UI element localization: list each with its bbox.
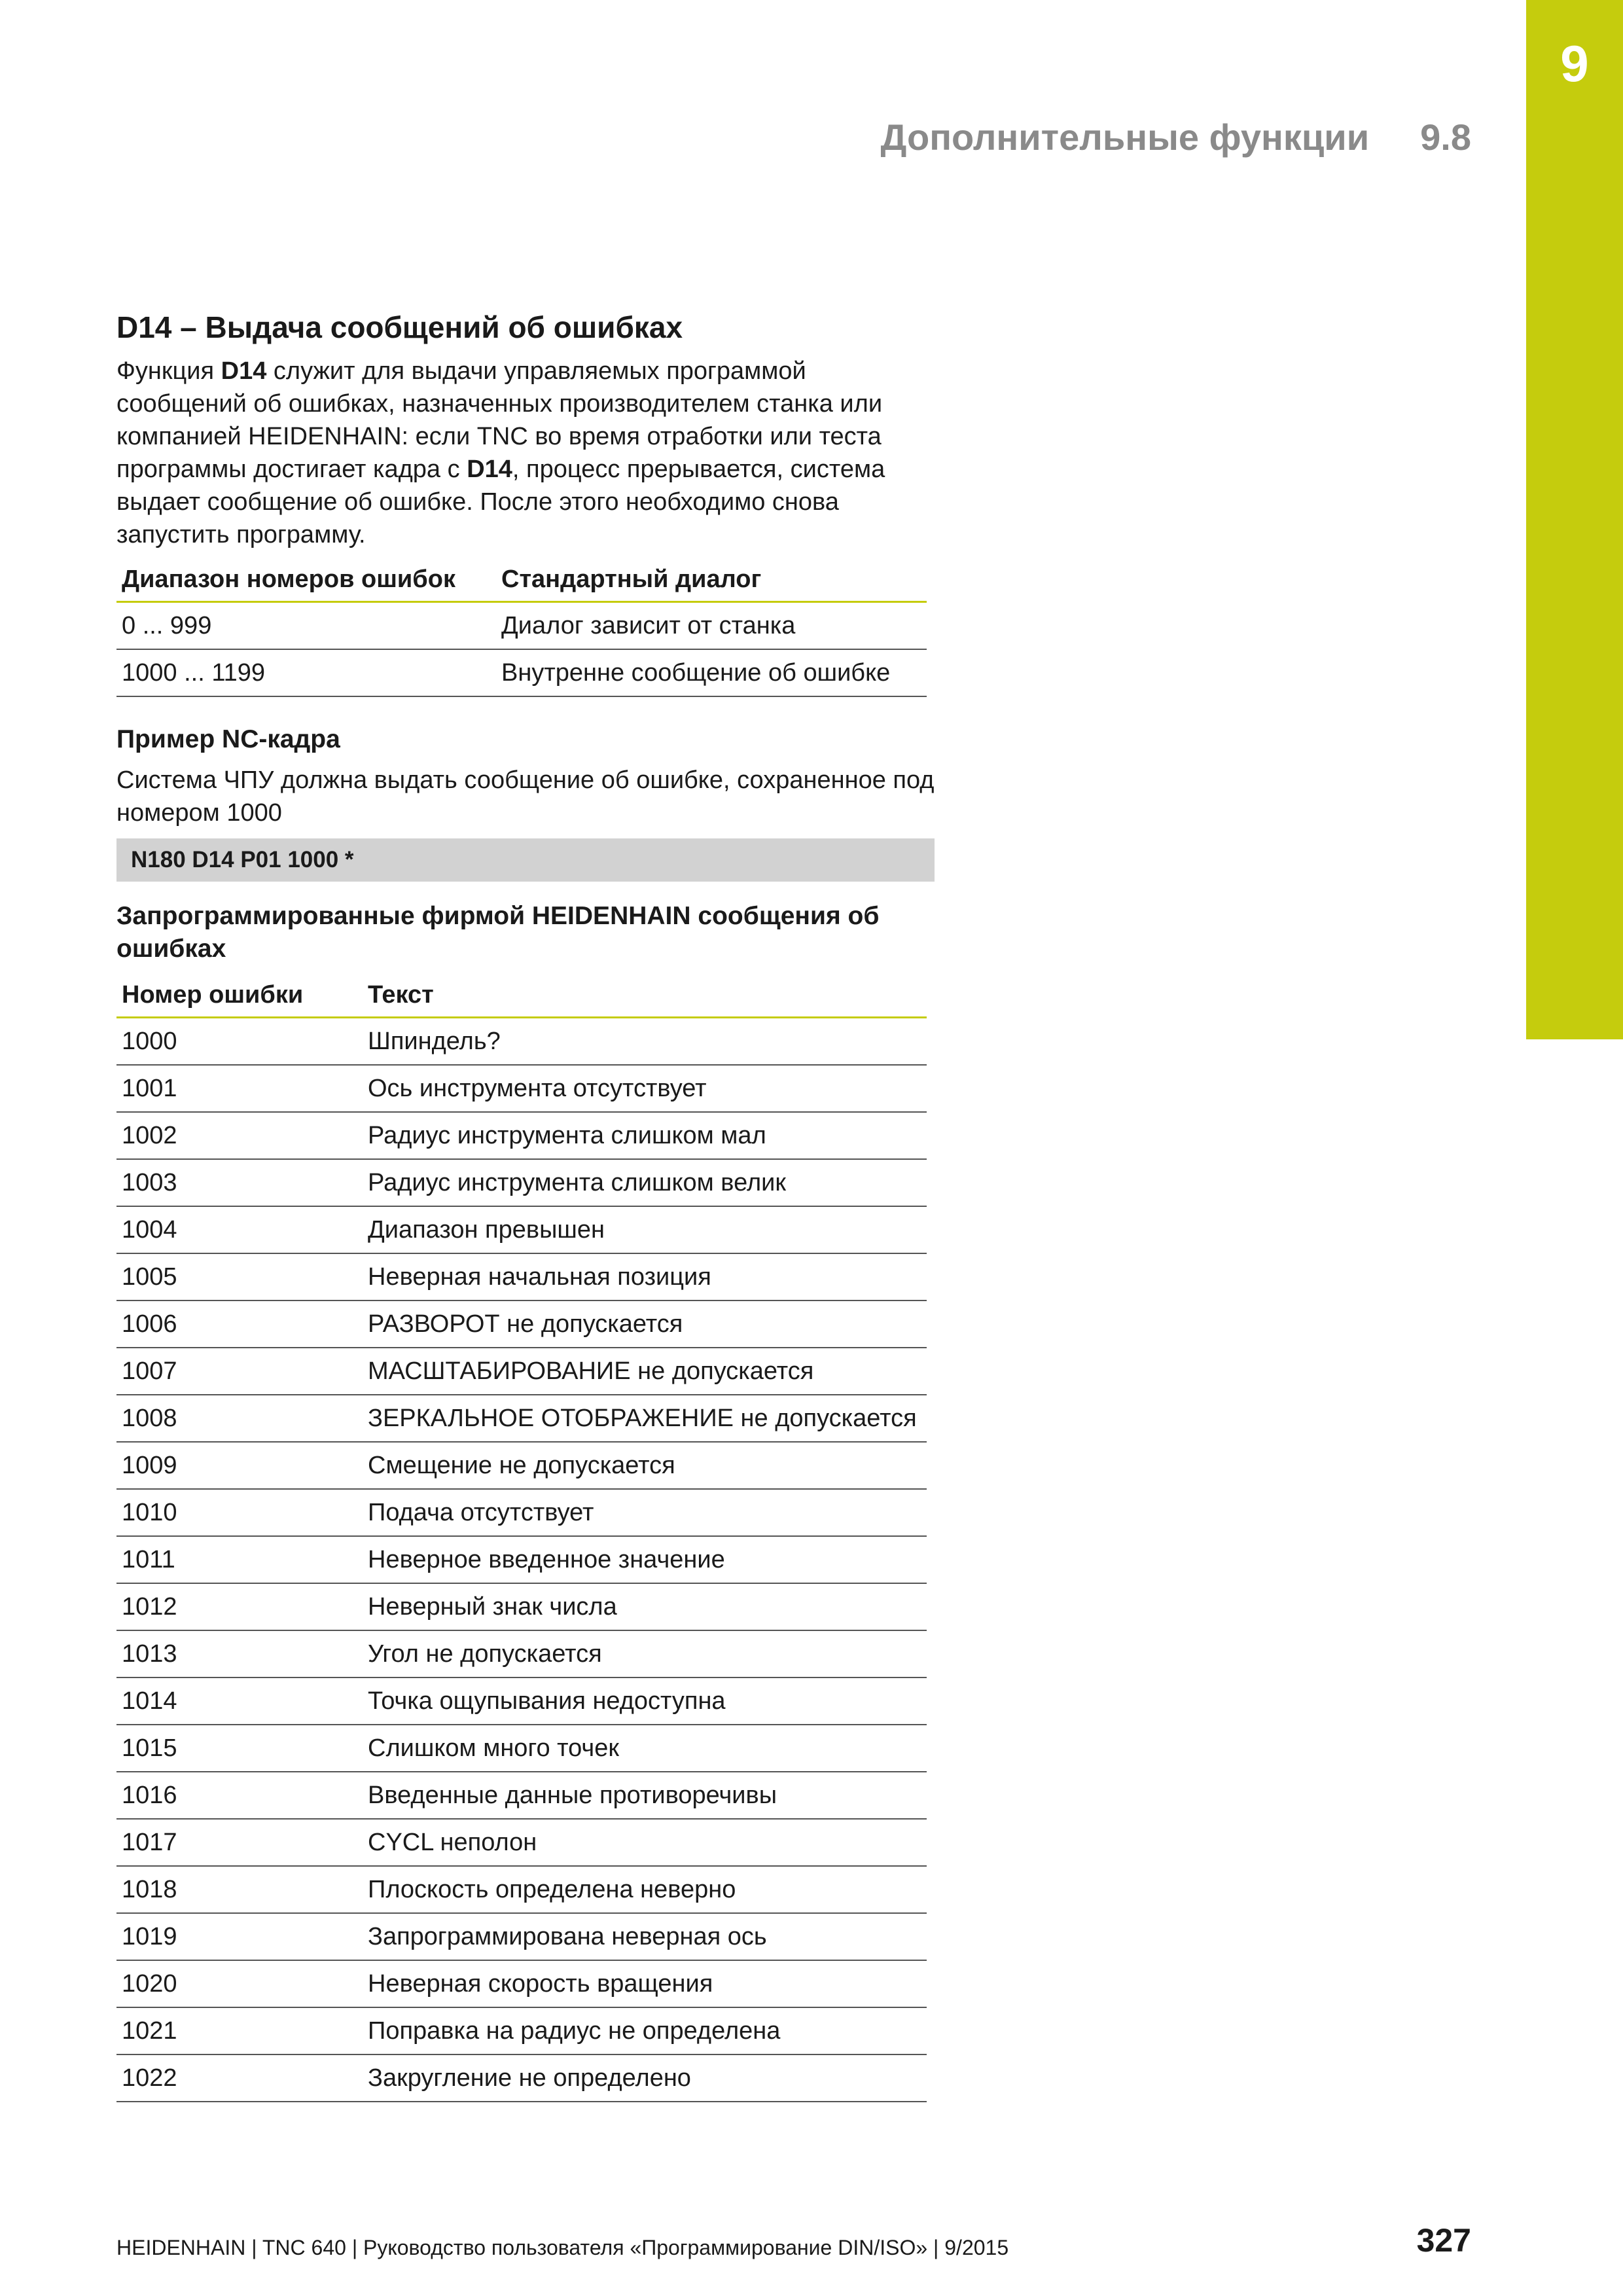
table-row [116,1348,927,1395]
intro-text-run: Функция [116,357,221,385]
error-number-cell: 1019 [116,1913,363,1960]
column-header-text: Текст [363,978,927,1018]
error-number-cell: 1007 [116,1348,363,1395]
table-row [116,1866,927,1913]
error-number-cell: 1020 [116,1960,363,2007]
error-text-cell: Неверная начальная позиция [363,1253,927,1300]
table-header-row [116,978,927,1018]
error-number-cell: 1018 [116,1866,363,1913]
error-number-cell: 1014 [116,1677,363,1725]
table-row [116,2054,927,2102]
footer-text: HEIDENHAIN | TNC 640 | Руководство пользователя «Программирование DIN/ISO» | 9/2015 [116,2236,1009,2259]
table-row [116,1913,927,1960]
error-range-table [116,563,927,697]
page-content [116,308,941,2102]
error-text-cell: Смещение не допускается [363,1442,927,1489]
section-title: D14 – Выдача сообщений об ошибках [116,310,683,344]
error-number-cell: 1016 [116,1772,363,1819]
error-list-heading: Запрограммированные фирмой HEIDENHAIN сообщения об ошибках [116,902,880,963]
table-row [116,1395,927,1442]
error-text-cell: Диапазон превышен [363,1206,927,1253]
error-number-cell: 1008 [116,1395,363,1442]
error-number-cell: 1017 [116,1819,363,1866]
table-row [116,2007,927,2054]
chapter-tab [1526,0,1623,1039]
error-number-cell: 1001 [116,1065,363,1112]
table-row [116,1489,927,1536]
error-number-cell: 1015 [116,1725,363,1772]
column-header-error-number: Номер ошибки [116,978,363,1018]
dialog-cell: Внутренне сообщение об ошибке [496,649,927,696]
table-row [116,1960,927,2007]
header-section-number: 9.8 [1420,117,1471,158]
error-text-cell: МАСШТАБИРОВАНИЕ не допускается [363,1348,927,1395]
range-cell: 0 ... 999 [116,602,496,650]
running-header [880,119,1471,156]
table-row [116,1677,927,1725]
table-row [116,1253,927,1300]
error-text-cell: Шпиндель? [363,1018,927,1066]
error-text-cell: Точка ощупывания недоступна [363,1677,927,1725]
error-text-cell: Радиус инструмента слишком мал [363,1112,927,1159]
column-header-range: Диапазон номеров ошибок [116,563,496,602]
table-row [116,1630,927,1677]
error-number-cell: 1012 [116,1583,363,1630]
example-heading: Пример NC-кадра [116,725,340,753]
table-row [116,1536,927,1583]
error-number-cell: 1003 [116,1159,363,1206]
intro-bold-term: D14 [467,456,512,483]
error-number-cell: 1013 [116,1630,363,1677]
error-text-cell: ЗЕРКАЛЬНОЕ ОТОБРАЖЕНИЕ не допускается [363,1395,927,1442]
error-text-cell: Неверный знак числа [363,1583,927,1630]
error-number-cell: 1010 [116,1489,363,1536]
error-text-cell: Слишком много точек [363,1725,927,1772]
error-number-cell: 1004 [116,1206,363,1253]
table-row [116,1772,927,1819]
error-text-cell: РАЗВОРОТ не допускается [363,1300,927,1348]
table-row [116,602,927,650]
error-text-cell: Ось инструмента отсутствует [363,1065,927,1112]
table-row [116,1159,927,1206]
error-number-cell: 1002 [116,1112,363,1159]
table-row [116,1018,927,1066]
table-row [116,1065,927,1112]
intro-bold-term: D14 [221,357,267,385]
column-header-dialog: Стандартный диалог [496,563,927,602]
error-table-body [116,1018,927,2102]
error-text-cell: Запрограммирована неверная ось [363,1913,927,1960]
intro-text-run: служит для выдачи управляемых программой сообщений об ошибках, назначенных производителем станка или компанией HEIDENHAIN: если TNC во время отработки или теста программы достигает кадра с [116,357,883,483]
table-row [116,649,927,696]
error-number-cell: 1021 [116,2007,363,2054]
error-text-cell: Подача отсутствует [363,1489,927,1536]
error-messages-table [116,978,927,2102]
error-number-cell: 1022 [116,2054,363,2102]
table-row [116,1300,927,1348]
error-text-cell: Радиус инструмента слишком велик [363,1159,927,1206]
page-number: 327 [1416,2222,1471,2259]
error-text-cell: Закругление не определено [363,2054,927,2102]
error-number-cell: 1006 [116,1300,363,1348]
header-title: Дополнительные функции [880,117,1370,158]
table-row [116,1819,927,1866]
error-text-cell: Поправка на радиус не определена [363,2007,927,2054]
table-header-row [116,563,927,602]
example-text: Система ЧПУ должна выдать сообщение об ошибке, сохраненное под номером 1000 [116,766,935,827]
range-cell: 1000 ... 1199 [116,649,496,696]
error-text-cell: Неверная скорость вращения [363,1960,927,2007]
error-text-cell: Угол не допускается [363,1630,927,1677]
error-text-cell: Неверное введенное значение [363,1536,927,1583]
error-text-cell: CYCL неполон [363,1819,927,1866]
intro-paragraph [116,355,941,551]
table-row [116,1206,927,1253]
intro-text-run: , процесс прерывается, система выдает сообщение об ошибке. После этого необходимо снова запустить программу. [116,456,885,548]
error-number-cell: 1009 [116,1442,363,1489]
error-text-cell: Плоскость определена неверно [363,1866,927,1913]
error-number-cell: 1000 [116,1018,363,1066]
table-row [116,1112,927,1159]
error-text-cell: Введенные данные противоречивы [363,1772,927,1819]
nc-code-block: N180 D14 P01 1000 * [116,838,935,882]
table-row [116,1725,927,1772]
error-number-cell: 1011 [116,1536,363,1583]
dialog-cell: Диалог зависит от станка [496,602,927,650]
chapter-number: 9 [1560,35,1589,92]
table-row [116,1442,927,1489]
table-row [116,1583,927,1630]
error-number-cell: 1005 [116,1253,363,1300]
